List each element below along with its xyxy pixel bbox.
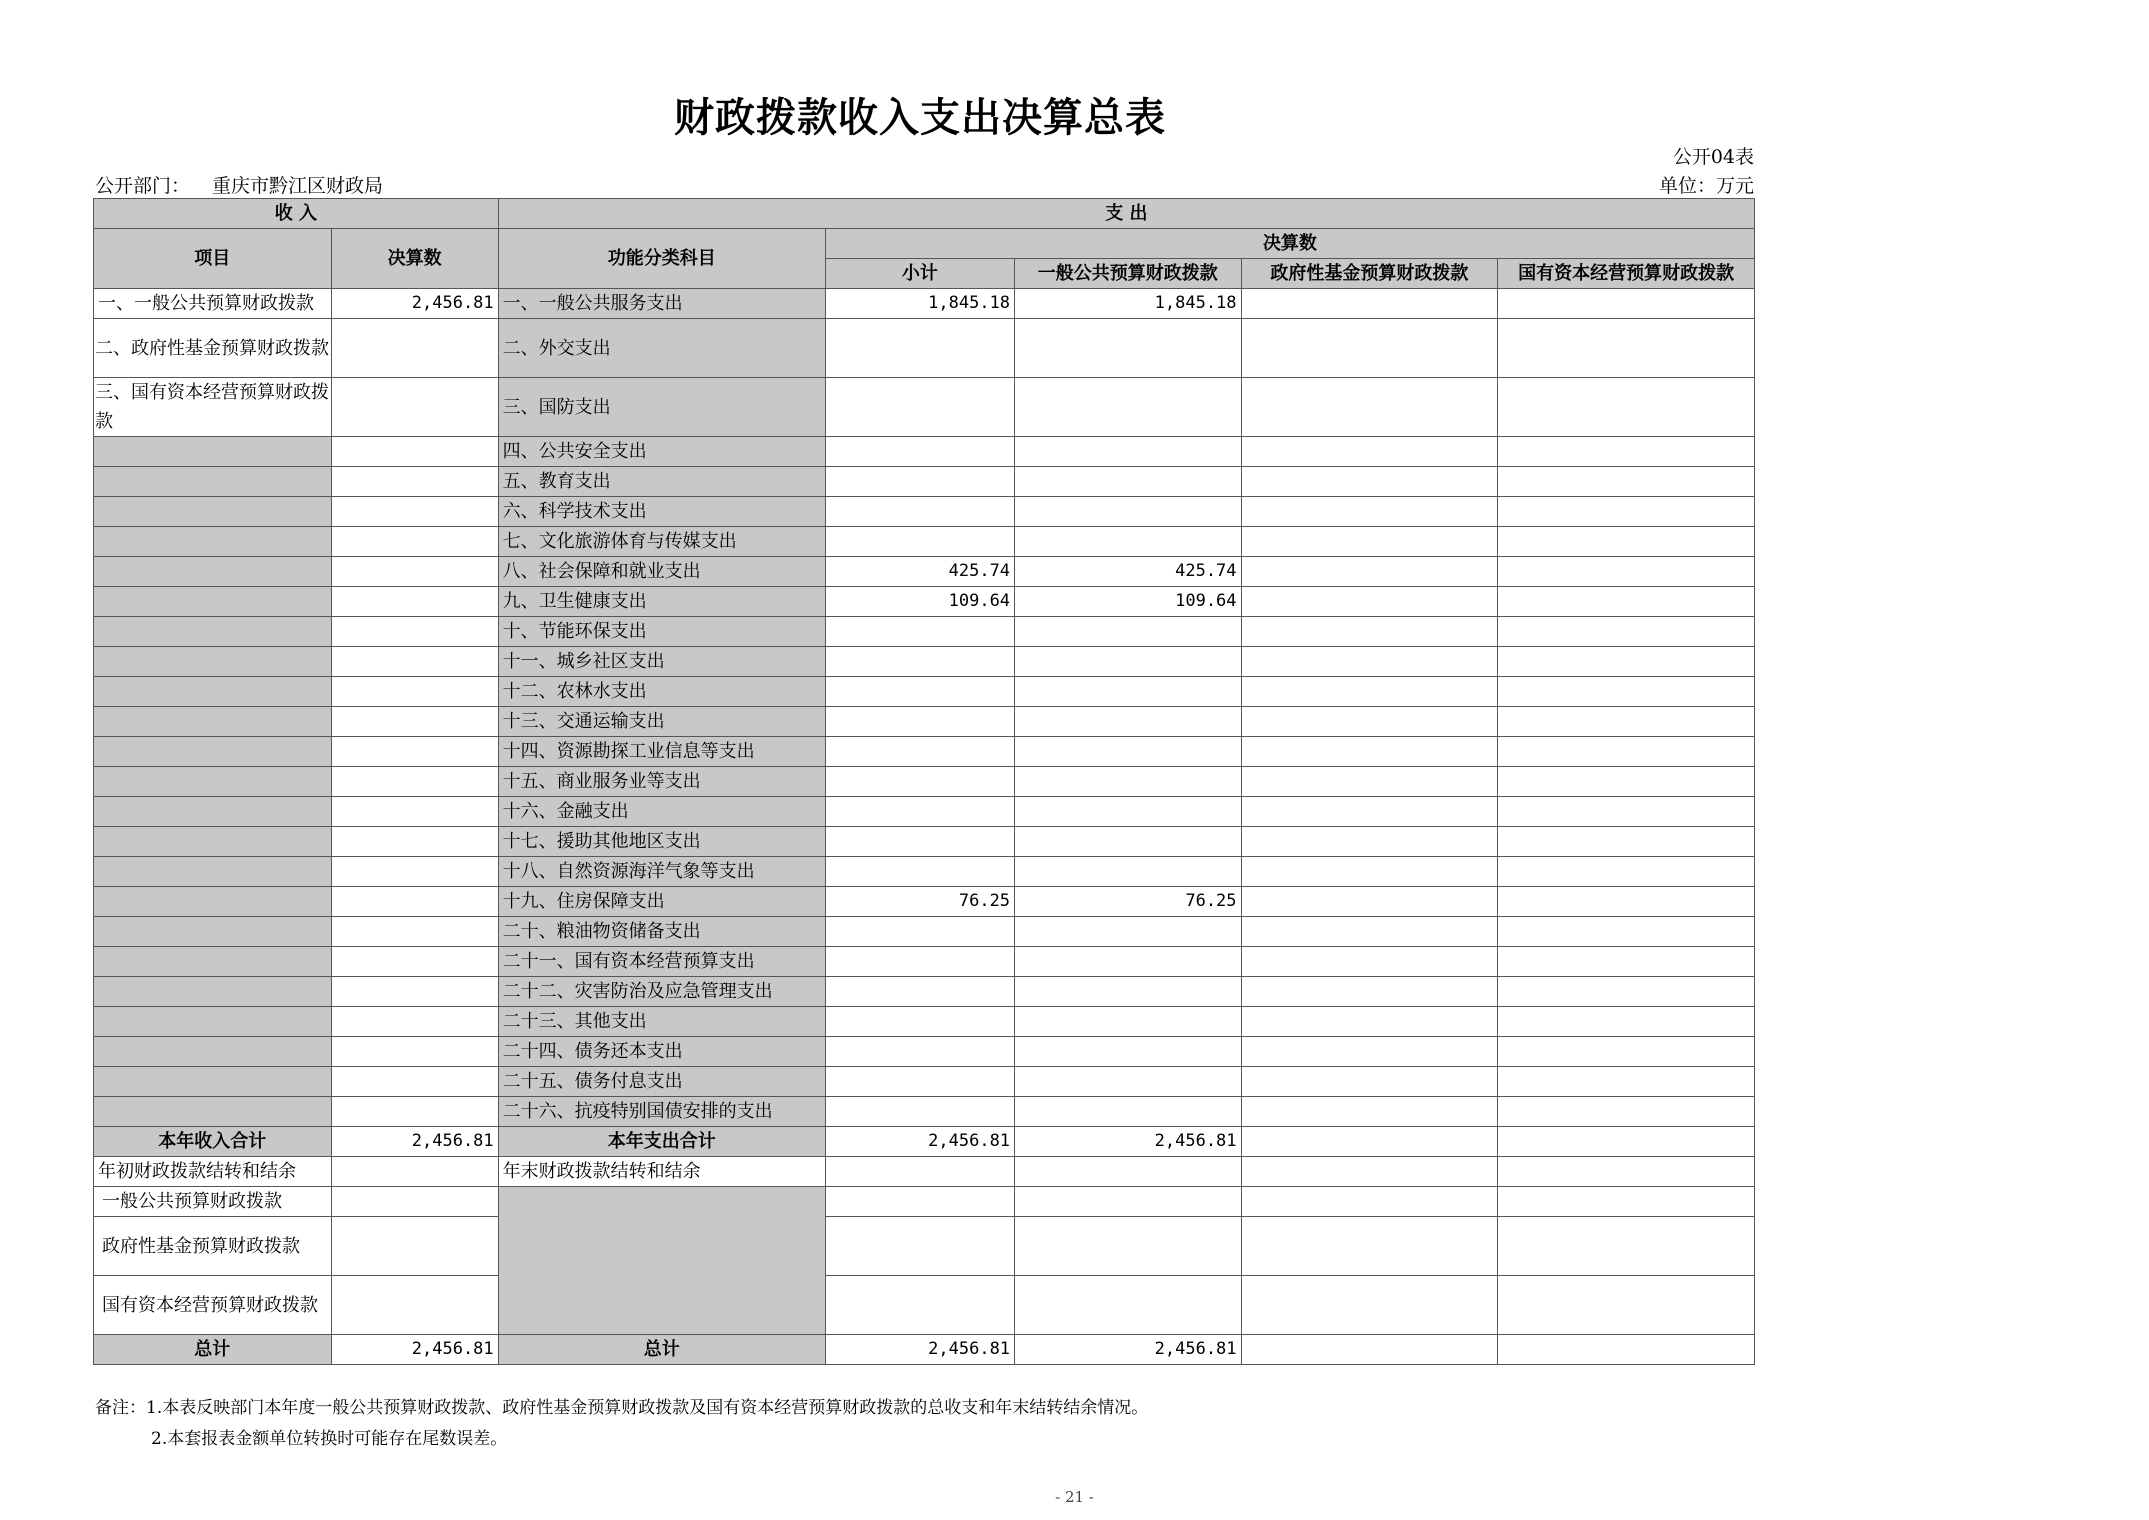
grand-total-row — [94, 1335, 1755, 1365]
income-item-empty — [94, 617, 332, 647]
carry-state-capital-label: 国有资本经营预算财政拨款 — [94, 1276, 332, 1335]
subtotal-cell — [825, 1007, 1014, 1037]
table-row — [94, 527, 1755, 557]
subtotal-cell: 425.74 — [825, 557, 1014, 587]
income-item-empty — [94, 1067, 332, 1097]
subtotal-cell — [825, 319, 1014, 378]
gov-fund-cell — [1241, 647, 1498, 677]
gov-fund-cell — [1241, 917, 1498, 947]
income-item: 一、一般公共预算财政拨款 — [94, 289, 332, 319]
amount-header: 决算数 — [331, 229, 498, 289]
general-cell: 109.64 — [1015, 587, 1241, 617]
gov-fund-cell — [1241, 1037, 1498, 1067]
state-capital-cell — [1498, 977, 1755, 1007]
income-amount-empty — [331, 1037, 498, 1067]
subtotal-cell — [825, 1067, 1014, 1097]
general-cell — [1015, 647, 1241, 677]
income-amount-empty — [331, 1097, 498, 1127]
income-amount-empty — [331, 527, 498, 557]
func-item: 二十二、灾害防治及应急管理支出 — [498, 977, 825, 1007]
income-header: 收 入 — [94, 199, 499, 229]
carry-state-capital — [1498, 1187, 1755, 1217]
table-row — [94, 1007, 1755, 1037]
general-cell: 76.25 — [1015, 887, 1241, 917]
general-cell — [1015, 797, 1241, 827]
income-item-empty — [94, 1037, 332, 1067]
income-amount: 2,456.81 — [331, 289, 498, 319]
subtotal-cell — [825, 947, 1014, 977]
subtotal-cell — [825, 467, 1014, 497]
income-amount-empty — [331, 827, 498, 857]
state-capital-cell — [1498, 827, 1755, 857]
state-capital-cell — [1498, 797, 1755, 827]
department-label: 公开部门： — [95, 175, 191, 197]
state-capital-cell — [1498, 707, 1755, 737]
total-income-label: 本年收入合计 — [94, 1127, 332, 1157]
grand-total-income-label: 总计 — [94, 1335, 332, 1365]
income-amount-empty — [331, 1007, 498, 1037]
state-capital-cell — [1498, 1097, 1755, 1127]
subtotal-cell — [825, 497, 1014, 527]
gov-fund-cell — [1241, 319, 1498, 378]
table-row — [94, 917, 1755, 947]
income-item-empty — [94, 917, 332, 947]
general-header: 一般公共预算财政拨款 — [1015, 259, 1241, 289]
general-cell — [1015, 737, 1241, 767]
carry-begin-label: 年初财政拨款结转和结余 — [94, 1157, 332, 1187]
state-capital-cell — [1498, 887, 1755, 917]
table-row — [94, 467, 1755, 497]
state-capital-cell — [1498, 557, 1755, 587]
income-amount-empty — [331, 647, 498, 677]
grand-total-gov-fund — [1241, 1335, 1498, 1365]
func-item: 十五、商业服务业等支出 — [498, 767, 825, 797]
general-cell — [1015, 917, 1241, 947]
carry-expense-empty — [498, 1187, 825, 1335]
func-item: 十一、城乡社区支出 — [498, 647, 825, 677]
carry-subtotal — [825, 1157, 1014, 1187]
carry-end-label: 年末财政拨款结转和结余 — [498, 1157, 825, 1187]
carry-subtotal — [825, 1217, 1014, 1276]
total-state-capital — [1498, 1127, 1755, 1157]
item-header: 项目 — [94, 229, 332, 289]
page-title: 财政拨款收入支出决算总表 — [674, 95, 1166, 141]
gov-fund-cell — [1241, 1097, 1498, 1127]
carry-general-label: 一般公共预算财政拨款 — [94, 1187, 332, 1217]
carry-general — [1015, 1276, 1241, 1335]
gov-fund-cell — [1241, 857, 1498, 887]
table-row — [94, 557, 1755, 587]
general-cell — [1015, 378, 1241, 437]
state-capital-cell — [1498, 647, 1755, 677]
final-header: 决算数 — [825, 229, 1754, 259]
state-capital-header: 国有资本经营预算财政拨款 — [1498, 259, 1755, 289]
table-row — [94, 319, 1755, 378]
carry-state-capital-row — [94, 1276, 1755, 1335]
gov-fund-cell — [1241, 767, 1498, 797]
func-item: 二十五、债务付息支出 — [498, 1067, 825, 1097]
carry-state-capital — [1498, 1276, 1755, 1335]
income-amount-empty — [331, 497, 498, 527]
func-item: 十三、交通运输支出 — [498, 707, 825, 737]
carry-subtotal — [825, 1187, 1014, 1217]
gov-fund-cell — [1241, 378, 1498, 437]
subtotal-cell — [825, 767, 1014, 797]
general-cell — [1015, 319, 1241, 378]
state-capital-cell — [1498, 497, 1755, 527]
note-1: 备注：1.本表反映部门本年度一般公共预算财政拨款、政府性基金预算财政拨款及国有资本经营预算财政拨款的总收支和年末结转结余情况。 — [95, 1398, 1149, 1418]
table-row — [94, 857, 1755, 887]
income-item-empty — [94, 527, 332, 557]
carry-subtotal — [825, 1276, 1014, 1335]
income-amount-empty — [331, 737, 498, 767]
table-row — [94, 767, 1755, 797]
subtotal-cell — [825, 797, 1014, 827]
state-capital-cell — [1498, 437, 1755, 467]
income-amount — [331, 319, 498, 378]
income-amount-empty — [331, 977, 498, 1007]
income-amount-empty — [331, 617, 498, 647]
func-item: 十四、资源勘探工业信息等支出 — [498, 737, 825, 767]
gov-fund-cell — [1241, 977, 1498, 1007]
general-cell — [1015, 1037, 1241, 1067]
table-row — [94, 737, 1755, 767]
general-cell — [1015, 1007, 1241, 1037]
state-capital-cell — [1498, 947, 1755, 977]
subtotal-cell — [825, 527, 1014, 557]
general-cell — [1015, 1067, 1241, 1097]
subtotal-cell — [825, 378, 1014, 437]
state-capital-cell — [1498, 527, 1755, 557]
func-item: 六、科学技术支出 — [498, 497, 825, 527]
total-subtotal: 2,456.81 — [825, 1127, 1014, 1157]
carry-gov-fund — [1241, 1217, 1498, 1276]
carry-gov-fund-amount — [331, 1217, 498, 1276]
gov-fund-cell — [1241, 289, 1498, 319]
general-cell — [1015, 767, 1241, 797]
total-general: 2,456.81 — [1015, 1127, 1241, 1157]
state-capital-cell — [1498, 737, 1755, 767]
header-row-2 — [94, 229, 1755, 259]
table-row — [94, 707, 1755, 737]
table-row — [94, 437, 1755, 467]
state-capital-cell — [1498, 467, 1755, 497]
income-item-empty — [94, 1007, 332, 1037]
general-cell — [1015, 977, 1241, 1007]
table-row — [94, 827, 1755, 857]
func-item: 三、国防支出 — [498, 378, 825, 437]
income-item-empty — [94, 677, 332, 707]
carry-state-capital-amount — [331, 1276, 498, 1335]
carry-gov-fund — [1241, 1276, 1498, 1335]
table-row — [94, 797, 1755, 827]
general-cell: 1,845.18 — [1015, 289, 1241, 319]
gov-fund-cell — [1241, 527, 1498, 557]
func-item: 二、外交支出 — [498, 319, 825, 378]
subtotal-cell — [825, 1097, 1014, 1127]
income-amount-empty — [331, 557, 498, 587]
income-amount-empty — [331, 887, 498, 917]
subtotal-cell — [825, 707, 1014, 737]
gov-fund-cell — [1241, 437, 1498, 467]
state-capital-cell — [1498, 617, 1755, 647]
header-row-1 — [94, 199, 1755, 229]
income-amount-empty — [331, 917, 498, 947]
income-item-empty — [94, 437, 332, 467]
income-item-empty — [94, 887, 332, 917]
income-item: 二、政府性基金预算财政拨款 — [94, 319, 332, 378]
table-row — [94, 289, 1755, 319]
table-row — [94, 647, 1755, 677]
income-item-empty — [94, 707, 332, 737]
gov-fund-cell — [1241, 1067, 1498, 1097]
carry-general-row — [94, 1187, 1755, 1217]
subtotal-header: 小计 — [825, 259, 1014, 289]
general-cell — [1015, 527, 1241, 557]
func-item: 十、节能环保支出 — [498, 617, 825, 647]
state-capital-cell — [1498, 289, 1755, 319]
income-amount-empty — [331, 587, 498, 617]
carry-begin-row — [94, 1157, 1755, 1187]
carry-begin-amount — [331, 1157, 498, 1187]
subtotal-cell — [825, 677, 1014, 707]
total-expense-label: 本年支出合计 — [498, 1127, 825, 1157]
subtotal-cell — [825, 647, 1014, 677]
func-item: 七、文化旅游体育与传媒支出 — [498, 527, 825, 557]
income-amount — [331, 378, 498, 437]
state-capital-cell — [1498, 677, 1755, 707]
income-item-empty — [94, 977, 332, 1007]
department-value: 重庆市黔江区财政局 — [212, 175, 384, 197]
func-item: 一、一般公共服务支出 — [498, 289, 825, 319]
income-item-empty — [94, 737, 332, 767]
notes — [95, 1393, 1148, 1455]
income-item-empty — [94, 827, 332, 857]
table-row — [94, 1067, 1755, 1097]
general-cell — [1015, 1097, 1241, 1127]
department — [95, 171, 383, 198]
table-row — [94, 677, 1755, 707]
page-number: - 21 - — [1055, 1488, 1094, 1506]
func-header: 功能分类科目 — [498, 229, 825, 289]
income-amount-empty — [331, 437, 498, 467]
carry-state-capital — [1498, 1217, 1755, 1276]
income-item-empty — [94, 467, 332, 497]
func-item: 十七、援助其他地区支出 — [498, 827, 825, 857]
carry-gov-fund — [1241, 1187, 1498, 1217]
func-item: 十二、农林水支出 — [498, 677, 825, 707]
note-2: 2.本套报表金额单位转换时可能存在尾数误差。 — [151, 1429, 508, 1449]
subtotal-cell — [825, 1037, 1014, 1067]
func-item: 二十六、抗疫特别国债安排的支出 — [498, 1097, 825, 1127]
carry-gov-fund-label: 政府性基金预算财政拨款 — [94, 1217, 332, 1276]
income-item-empty — [94, 557, 332, 587]
income-item-empty — [94, 947, 332, 977]
income-amount-empty — [331, 707, 498, 737]
func-item: 十六、金融支出 — [498, 797, 825, 827]
general-cell — [1015, 677, 1241, 707]
income-amount-empty — [331, 677, 498, 707]
form-number: 公开04表 — [1672, 146, 1754, 168]
subtotal-cell — [825, 857, 1014, 887]
income-item-empty — [94, 857, 332, 887]
state-capital-cell — [1498, 1067, 1755, 1097]
subtotal-cell: 76.25 — [825, 887, 1014, 917]
table-row — [94, 587, 1755, 617]
income-item: 三、国有资本经营预算财政拨款 — [94, 378, 332, 437]
func-item: 十八、自然资源海洋气象等支出 — [498, 857, 825, 887]
income-amount-empty — [331, 767, 498, 797]
table-row — [94, 977, 1755, 1007]
carry-general — [1015, 1157, 1241, 1187]
budget-table — [93, 198, 1755, 1365]
grand-total-expense-label: 总计 — [498, 1335, 825, 1365]
income-amount-empty — [331, 467, 498, 497]
general-cell: 425.74 — [1015, 557, 1241, 587]
unit-label: 单位：万元 — [1658, 175, 1754, 197]
subtotal-cell — [825, 617, 1014, 647]
income-item-empty — [94, 587, 332, 617]
total-gov-fund — [1241, 1127, 1498, 1157]
func-item: 八、社会保障和就业支出 — [498, 557, 825, 587]
grand-total-general: 2,456.81 — [1015, 1335, 1241, 1365]
gov-fund-cell — [1241, 557, 1498, 587]
general-cell — [1015, 857, 1241, 887]
carry-general — [1015, 1217, 1241, 1276]
general-cell — [1015, 497, 1241, 527]
income-amount-empty — [331, 1067, 498, 1097]
table-row — [94, 378, 1755, 437]
general-cell — [1015, 947, 1241, 977]
gov-fund-cell — [1241, 827, 1498, 857]
carry-general-amount — [331, 1187, 498, 1217]
income-item-empty — [94, 647, 332, 677]
general-cell — [1015, 437, 1241, 467]
total-income-amount: 2,456.81 — [331, 1127, 498, 1157]
state-capital-cell — [1498, 917, 1755, 947]
func-item: 四、公共安全支出 — [498, 437, 825, 467]
gov-fund-cell — [1241, 1007, 1498, 1037]
grand-total-subtotal: 2,456.81 — [825, 1335, 1014, 1365]
gov-fund-cell — [1241, 467, 1498, 497]
func-item: 十九、住房保障支出 — [498, 887, 825, 917]
func-item: 二十三、其他支出 — [498, 1007, 825, 1037]
subtotal-cell — [825, 737, 1014, 767]
carry-general — [1015, 1187, 1241, 1217]
subtotal-cell — [825, 437, 1014, 467]
carry-gov-fund-row — [94, 1217, 1755, 1276]
table-row — [94, 617, 1755, 647]
grand-total-state-capital — [1498, 1335, 1755, 1365]
general-cell — [1015, 617, 1241, 647]
total-year-row — [94, 1127, 1755, 1157]
carry-gov-fund — [1241, 1157, 1498, 1187]
gov-fund-cell — [1241, 797, 1498, 827]
income-item-empty — [94, 797, 332, 827]
state-capital-cell — [1498, 587, 1755, 617]
state-capital-cell — [1498, 767, 1755, 797]
state-capital-cell — [1498, 378, 1755, 437]
table-row — [94, 1037, 1755, 1067]
table-row — [94, 497, 1755, 527]
func-item: 二十一、国有资本经营预算支出 — [498, 947, 825, 977]
gov-fund-header: 政府性基金预算财政拨款 — [1241, 259, 1498, 289]
gov-fund-cell — [1241, 587, 1498, 617]
income-amount-empty — [331, 857, 498, 887]
func-item: 二十、粮油物资储备支出 — [498, 917, 825, 947]
income-item-empty — [94, 767, 332, 797]
table-row — [94, 1097, 1755, 1127]
gov-fund-cell — [1241, 617, 1498, 647]
state-capital-cell — [1498, 319, 1755, 378]
subtotal-cell: 109.64 — [825, 587, 1014, 617]
carry-state-capital — [1498, 1157, 1755, 1187]
gov-fund-cell — [1241, 887, 1498, 917]
income-amount-empty — [331, 797, 498, 827]
gov-fund-cell — [1241, 677, 1498, 707]
func-item: 五、教育支出 — [498, 467, 825, 497]
gov-fund-cell — [1241, 707, 1498, 737]
gov-fund-cell — [1241, 497, 1498, 527]
expense-header: 支 出 — [498, 199, 1754, 229]
income-amount-empty — [331, 947, 498, 977]
income-item-empty — [94, 497, 332, 527]
gov-fund-cell — [1241, 737, 1498, 767]
subtotal-cell: 1,845.18 — [825, 289, 1014, 319]
gov-fund-cell — [1241, 947, 1498, 977]
func-item: 二十四、债务还本支出 — [498, 1037, 825, 1067]
income-item-empty — [94, 1097, 332, 1127]
subtotal-cell — [825, 827, 1014, 857]
grand-total-income-amount: 2,456.81 — [331, 1335, 498, 1365]
subtotal-cell — [825, 917, 1014, 947]
general-cell — [1015, 467, 1241, 497]
table-row — [94, 887, 1755, 917]
general-cell — [1015, 707, 1241, 737]
table-row — [94, 947, 1755, 977]
general-cell — [1015, 827, 1241, 857]
func-item: 九、卫生健康支出 — [498, 587, 825, 617]
state-capital-cell — [1498, 857, 1755, 887]
state-capital-cell — [1498, 1007, 1755, 1037]
subtotal-cell — [825, 977, 1014, 1007]
state-capital-cell — [1498, 1037, 1755, 1067]
